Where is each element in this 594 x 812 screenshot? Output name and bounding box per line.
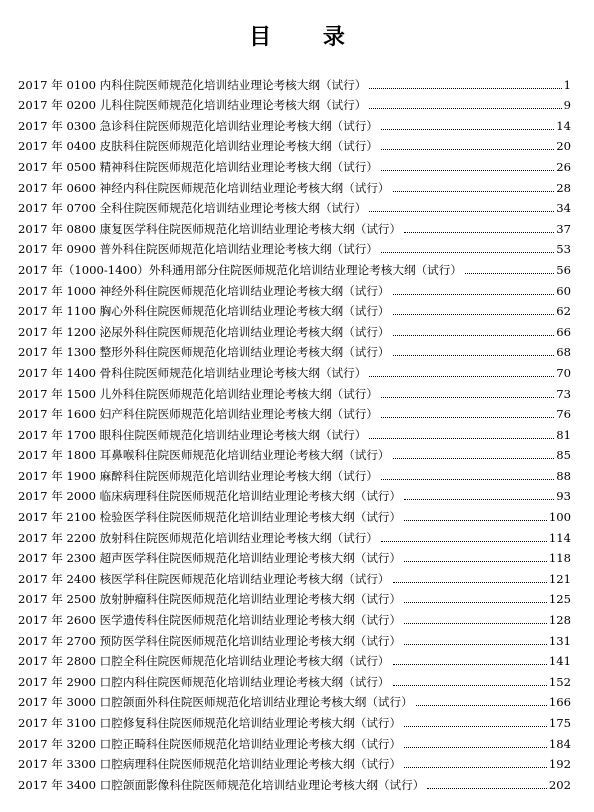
toc-entry-label: 2017 年 0700 全科住院医师规范化培训结业理论考核大纲（试行） <box>18 201 367 216</box>
toc-entry-page-number: 37 <box>556 221 571 236</box>
toc-entry[interactable] <box>18 236 571 257</box>
toc-entry[interactable] <box>18 709 571 730</box>
toc-entry[interactable] <box>18 298 571 319</box>
toc-entry-label: 2017 年（1000-1400）外科通用部分住院医师规范化培训结业理论考核大纲（试行） <box>18 262 462 277</box>
toc-entry-label: 2017 年 1800 耳鼻喉科住院医师规范化培训结业理论考核大纲（试行） <box>18 448 390 463</box>
toc-entry-page-number: 114 <box>548 530 571 545</box>
toc-entry-label: 2017 年 1200 泌尿外科住院医师规范化培训结业理论考核大纲（试行） <box>18 324 390 339</box>
page-title: 目 录 <box>249 24 367 50</box>
dot-leader <box>393 335 555 336</box>
toc-entry[interactable] <box>18 421 571 442</box>
toc-entry[interactable] <box>18 133 571 154</box>
toc-entry-page-number: 141 <box>548 654 571 669</box>
toc-entry[interactable] <box>18 751 571 772</box>
dot-leader <box>381 417 554 418</box>
dot-leader <box>393 664 547 665</box>
toc-entry-label: 2017 年 0300 急诊科住院医师规范化培训结业理论考核大纲（试行） <box>18 118 378 133</box>
dot-leader <box>381 541 547 542</box>
toc-entry-label: 2017 年 1900 麻醉科住院医师规范化培训结业理论考核大纲（试行） <box>18 468 378 483</box>
toc-entry-page-number: 166 <box>548 695 571 710</box>
toc-entry[interactable] <box>18 483 571 504</box>
toc-entry-label: 2017 年 3100 口腔修复科住院医师规范化培训结业理论考核大纲（试行） <box>18 716 402 730</box>
toc-entry[interactable] <box>18 648 571 669</box>
toc-entry[interactable] <box>18 215 571 236</box>
toc-entry-page-number: 56 <box>556 262 571 277</box>
toc-entry-label: 2017 年 2300 超声医学科住院医师规范化培训结业理论考核大纲（试行） <box>18 551 402 566</box>
toc-entry-label: 2017 年 3000 口腔颌面外科住院医师规范化培训结业理论考核大纲（试行） <box>18 695 413 710</box>
toc-entry-page-number: 62 <box>556 304 571 319</box>
dot-leader <box>404 520 547 521</box>
toc-entry[interactable] <box>18 71 571 92</box>
dot-leader <box>393 191 555 192</box>
toc-entry-page-number: 88 <box>556 468 571 483</box>
toc-entry-page-number: 85 <box>556 448 571 463</box>
dot-leader <box>369 438 554 439</box>
toc-entry-page-number: 202 <box>548 777 571 792</box>
toc-entry-label: 2017 年 3200 口腔正畸科住院医师规范化培训结业理论考核大纲（试行） <box>18 736 402 751</box>
dot-leader <box>404 726 547 727</box>
toc-entry[interactable] <box>18 277 571 298</box>
toc-entry-label: 2017 年 2400 核医学科住院医师规范化培训结业理论考核大纲（试行） <box>18 571 390 586</box>
dot-leader <box>369 376 554 377</box>
toc-entry[interactable] <box>18 153 571 174</box>
toc-entry[interactable] <box>18 627 571 648</box>
dot-leader <box>381 170 554 171</box>
toc-entry-page-number: 1 <box>563 77 571 92</box>
dot-leader <box>369 108 561 109</box>
toc-entry-page-number: 100 <box>548 510 571 525</box>
dot-leader <box>404 232 554 233</box>
toc-entry[interactable] <box>18 112 571 133</box>
toc-entry[interactable] <box>18 92 571 113</box>
dot-leader <box>381 252 554 253</box>
toc-entry-label: 2017 年 2000 临床病理科住院医师规范化培训结业理论考核大纲（试行） <box>18 489 402 504</box>
toc-entry[interactable] <box>18 256 571 277</box>
dot-leader <box>369 211 554 212</box>
toc-entry-page-number: 81 <box>556 427 571 442</box>
toc-entry-page-number: 9 <box>563 98 571 113</box>
dot-leader <box>404 561 547 562</box>
toc-entry-page-number: 121 <box>548 571 571 586</box>
dot-leader <box>393 582 547 583</box>
toc-entry[interactable] <box>18 174 571 195</box>
toc-entry[interactable] <box>18 442 571 463</box>
dot-leader <box>381 149 554 150</box>
dot-leader <box>393 458 555 459</box>
toc-entry[interactable] <box>18 524 571 545</box>
toc-entry[interactable] <box>18 318 571 339</box>
dot-leader <box>393 685 547 686</box>
toc-entry-page-number: 93 <box>556 489 571 504</box>
dot-leader <box>465 273 554 274</box>
toc-entry[interactable] <box>18 771 571 792</box>
toc-entry-label: 2017 年 1100 胸心外科住院医师规范化培训结业理论考核大纲（试行） <box>18 304 390 319</box>
toc-entry-label: 2017 年 1500 儿外科住院医师规范化培训结业理论考核大纲（试行） <box>18 386 378 401</box>
toc-entry-label: 2017 年 1000 神经外科住院医师规范化培训结业理论考核大纲（试行） <box>18 283 390 298</box>
toc-entry-page-number: 60 <box>556 283 571 298</box>
toc-entry-page-number: 26 <box>556 159 571 174</box>
dot-leader <box>404 644 547 645</box>
toc-entry[interactable] <box>18 668 571 689</box>
table-of-contents <box>18 71 571 792</box>
dot-leader <box>404 602 547 603</box>
toc-entry[interactable] <box>18 503 571 524</box>
dot-leader <box>416 705 547 706</box>
toc-entry-label: 2017 年 2500 放射肿瘤科住院医师规范化培训结业理论考核大纲（试行） <box>18 592 402 607</box>
dot-leader <box>404 623 547 624</box>
toc-entry-label: 2017 年 0100 内科住院医师规范化培训结业理论考核大纲（试行） <box>18 77 367 92</box>
toc-entry-page-number: 118 <box>548 551 571 566</box>
toc-entry-page-number: 34 <box>556 201 571 216</box>
toc-entry-page-number: 28 <box>556 180 571 195</box>
toc-entry-label: 2017 年 0400 皮肤科住院医师规范化培训结业理论考核大纲（试行） <box>18 139 378 154</box>
toc-entry[interactable] <box>18 545 571 566</box>
toc-entry-label: 2017 年 2900 口腔内科住院医师规范化培训结业理论考核大纲（试行） <box>18 674 390 689</box>
toc-entry-label: 2017 年 0800 康复医学科住院医师规范化培训结业理论考核大纲（试行） <box>18 221 402 236</box>
toc-entry-label: 2017 年 3300 口腔病理科住院医师规范化培训结业理论考核大纲（试行） <box>18 757 402 772</box>
toc-entry-page-number: 73 <box>556 386 571 401</box>
toc-entry-page-number: 68 <box>556 345 571 360</box>
dot-leader <box>393 314 555 315</box>
toc-entry-page-number: 152 <box>548 674 571 689</box>
toc-entry[interactable] <box>18 689 571 710</box>
toc-entry[interactable] <box>18 339 571 360</box>
toc-entry-label: 2017 年 2700 预防医学科住院医师规范化培训结业理论考核大纲（试行） <box>18 633 402 648</box>
dot-leader <box>381 129 554 130</box>
toc-entry-label: 2017 年 2800 口腔全科住院医师规范化培训结业理论考核大纲（试行） <box>18 654 390 669</box>
toc-entry-label: 2017 年 0900 普外科住院医师规范化培训结业理论考核大纲（试行） <box>18 242 378 257</box>
dot-leader <box>393 294 555 295</box>
dot-leader <box>404 747 547 748</box>
toc-entry[interactable] <box>18 380 571 401</box>
toc-entry-page-number: 14 <box>556 118 571 133</box>
toc-entry-page-number: 192 <box>548 757 571 772</box>
toc-entry-page-number: 20 <box>556 139 571 154</box>
toc-entry-page-number: 184 <box>548 736 571 751</box>
toc-entry-page-number: 76 <box>556 407 571 422</box>
dot-leader <box>381 479 554 480</box>
toc-entry-label: 2017 年 0200 儿科住院医师规范化培训结业理论考核大纲（试行） <box>18 98 367 113</box>
dot-leader <box>381 397 554 398</box>
toc-entry-page-number: 53 <box>556 242 571 257</box>
toc-entry-label: 2017 年 2200 放射科住院医师规范化培训结业理论考核大纲（试行） <box>18 530 378 545</box>
toc-entry-page-number: 125 <box>548 592 571 607</box>
toc-entry-page-number: 175 <box>548 716 571 730</box>
toc-entry-label: 2017 年 0600 神经内科住院医师规范化培训结业理论考核大纲（试行） <box>18 180 390 195</box>
toc-entry-page-number: 66 <box>556 324 571 339</box>
toc-entry-label: 2017 年 1600 妇产科住院医师规范化培训结业理论考核大纲（试行） <box>18 407 378 422</box>
toc-entry-label: 2017 年 1700 眼科住院医师规范化培训结业理论考核大纲（试行） <box>18 427 367 442</box>
toc-entry[interactable] <box>18 606 571 627</box>
toc-entry-label: 2017 年 3400 口腔颌面影像科住院医师规范化培训结业理论考核大纲（试行） <box>18 777 425 792</box>
toc-entry-label: 2017 年 0500 精神科住院医师规范化培训结业理论考核大纲（试行） <box>18 159 378 174</box>
toc-entry[interactable] <box>18 586 571 607</box>
toc-entry[interactable] <box>18 730 571 751</box>
dot-leader <box>393 355 555 356</box>
dot-leader <box>369 88 561 89</box>
dot-leader <box>404 767 547 768</box>
toc-entry[interactable] <box>18 401 571 422</box>
toc-entry-label: 2017 年 1400 骨科住院医师规范化培训结业理论考核大纲（试行） <box>18 365 367 380</box>
dot-leader <box>427 788 547 789</box>
toc-entry-page-number: 70 <box>556 365 571 380</box>
toc-entry-page-number: 128 <box>548 613 571 628</box>
dot-leader <box>404 499 554 500</box>
toc-entry[interactable] <box>18 565 571 586</box>
toc-entry-label: 2017 年 1300 整形外科住院医师规范化培训结业理论考核大纲（试行） <box>18 345 390 360</box>
toc-entry-page-number: 131 <box>548 633 571 648</box>
toc-entry[interactable] <box>18 462 571 483</box>
toc-entry-label: 2017 年 2100 检验医学科住院医师规范化培训结业理论考核大纲（试行） <box>18 510 402 525</box>
toc-entry[interactable] <box>18 195 571 216</box>
toc-entry-label: 2017 年 2600 医学遗传科住院医师规范化培训结业理论考核大纲（试行） <box>18 613 402 628</box>
toc-entry[interactable] <box>18 359 571 380</box>
